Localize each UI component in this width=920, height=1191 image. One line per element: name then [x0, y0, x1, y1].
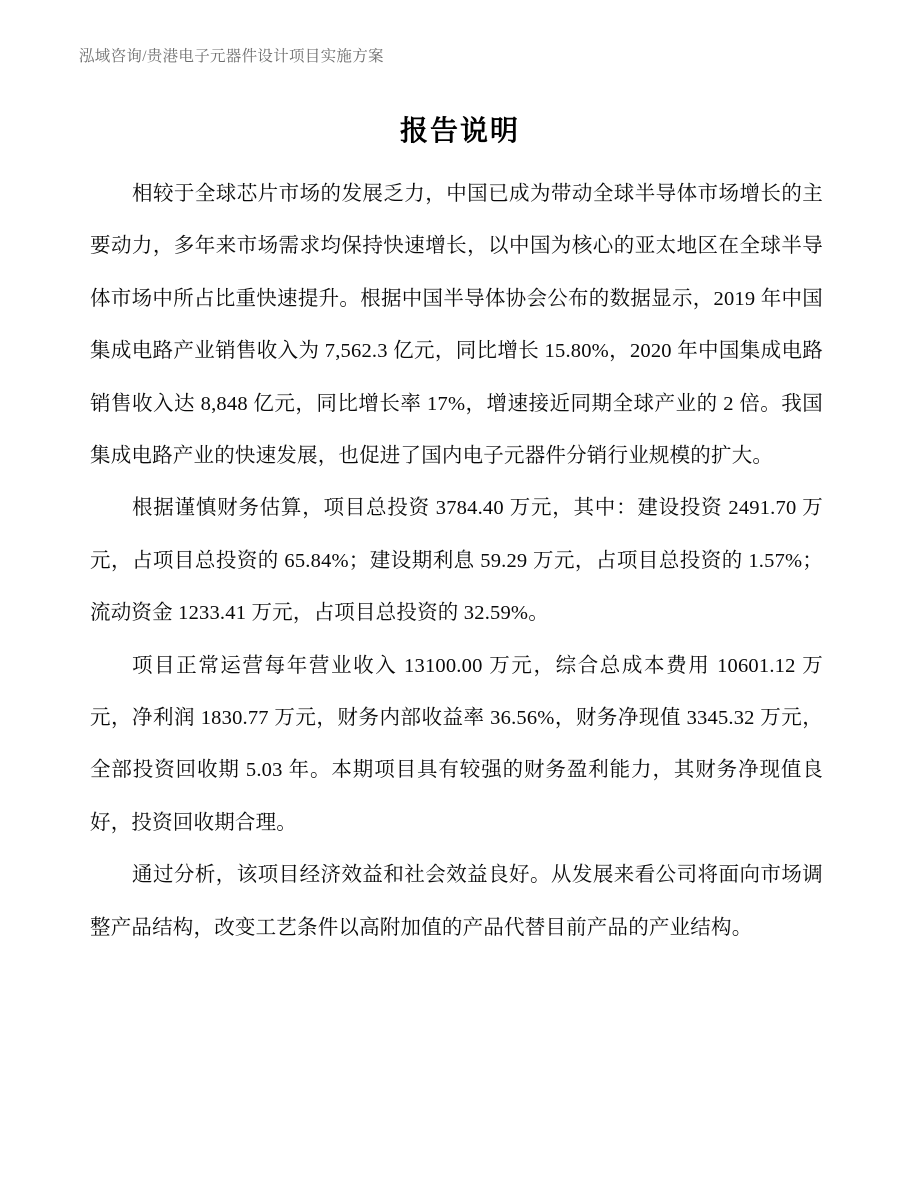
body-paragraph: 相较于全球芯片市场的发展乏力，中国已成为带动全球半导体市场增长的主要动力，多年来市场需求均保持快速增长，以中国为核心的亚太地区在全球半导体市场中所占比重快速提升。根据中国半导体协会公布的数据显示，2019 年中国集成电路产业销售收入为 7,562.3 亿元，同比增长 15.80%，2020 年中国集成电路销售收入达 8,848 亿元，同比增长率 17%，增速接近同期全球产业的 2 倍。我国集成电路产业的快速发展，也促进了国内电子元器件分销行业规模的扩大。 — [90, 183, 823, 468]
document-header: 泓域咨询/贵港电子元器件设计项目实施方案 — [79, 48, 384, 65]
document-body — [90, 168, 823, 954]
body-paragraph: 根据谨慎财务估算，项目总投资 3784.40 万元，其中：建设投资 2491.70 万元，占项目总投资的 65.84%；建设期利息 59.29 万元，占项目总投资的 1.57%；流动资金 1233.41 万元，占项目总投资的 32.59%。 — [90, 497, 823, 625]
body-paragraph: 通过分析，该项目经济效益和社会效益良好。从发展来看公司将面向市场调整产品结构，改变工艺条件以高附加值的产品代替目前产品的产业结构。 — [90, 864, 823, 939]
page-title: 报告说明 — [399, 116, 520, 147]
body-paragraph: 项目正常运营每年营业收入 13100.00 万元，综合总成本费用 10601.12 万元，净利润 1830.77 万元，财务内部收益率 36.56%，财务净现值 3345.32 万元，全部投资回收期 5.03 年。本期项目具有较强的财务盈利能力，其财务净现值良好，投资回收期合理。 — [90, 654, 823, 834]
